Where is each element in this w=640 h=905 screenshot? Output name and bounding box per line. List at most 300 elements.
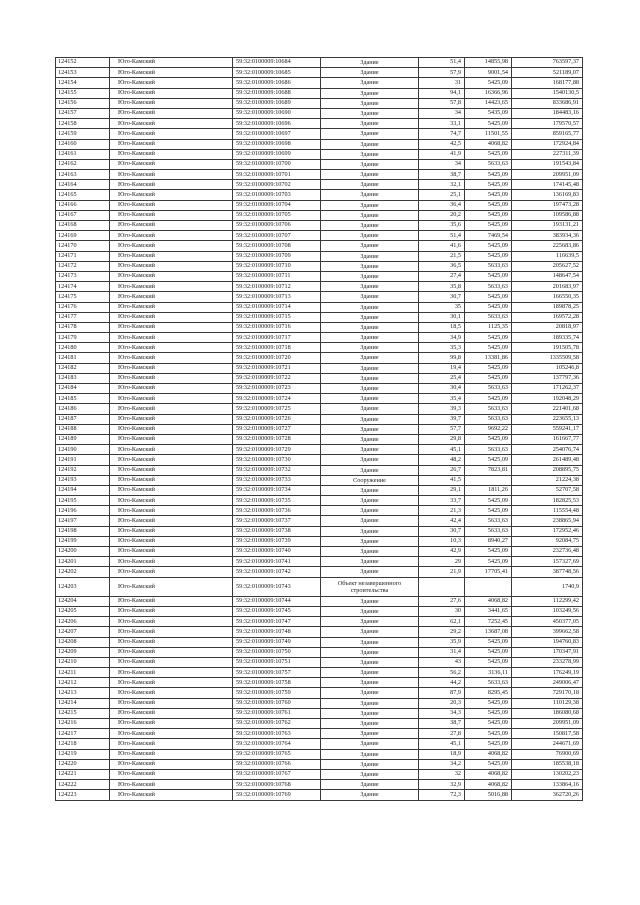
- cadastral-number-cell: 59:32:0100009:10704: [233, 200, 321, 210]
- cadastral-value-cell: 112299,42: [512, 596, 583, 606]
- row-number-cell: 124160: [56, 139, 110, 149]
- specific-value-cell: 9692,22: [465, 424, 512, 434]
- district-cell: Юго-Камский: [110, 108, 233, 118]
- row-number-cell: 124206: [56, 617, 110, 627]
- cadastral-value-cell: 238865,94: [512, 516, 583, 526]
- row-number-cell: 124166: [56, 200, 110, 210]
- row-number-cell: 124168: [56, 221, 110, 231]
- table-row: [56, 394, 583, 404]
- cadastral-number-cell: 59:32:0100009:10766: [233, 759, 321, 769]
- area-cell: 29,1: [419, 485, 465, 495]
- district-cell: Юго-Камский: [110, 617, 233, 627]
- table-row: [56, 668, 583, 678]
- area-cell: 57,8: [419, 98, 465, 108]
- cadastral-value-cell: 109586,88: [512, 210, 583, 220]
- area-cell: 27,6: [419, 596, 465, 606]
- specific-value-cell: 5425,09: [465, 434, 512, 444]
- district-cell: Юго-Камский: [110, 688, 233, 698]
- specific-value-cell: 5633,63: [465, 414, 512, 424]
- row-number-cell: 124222: [56, 780, 110, 790]
- object-type-cell: Здание: [321, 567, 419, 577]
- area-cell: 35,8: [419, 282, 465, 292]
- specific-value-cell: 5425,09: [465, 729, 512, 739]
- table-row: [56, 627, 583, 637]
- specific-value-cell: 13381,86: [465, 353, 512, 363]
- object-type-cell: Здание: [321, 729, 419, 739]
- table-row: [56, 88, 583, 98]
- area-cell: 41,6: [419, 241, 465, 251]
- cadastral-number-cell: 59:32:0100009:10743: [233, 577, 321, 596]
- specific-value-cell: 5633,63: [465, 282, 512, 292]
- table-row: [56, 261, 583, 271]
- area-cell: 34,2: [419, 759, 465, 769]
- area-cell: 94,1: [419, 88, 465, 98]
- area-cell: 34: [419, 159, 465, 169]
- cadastral-value-cell: 205627,52: [512, 261, 583, 271]
- row-number-cell: 124173: [56, 271, 110, 281]
- cadastral-number-cell: 59:32:0100009:10737: [233, 516, 321, 526]
- area-cell: 38,7: [419, 170, 465, 180]
- specific-value-cell: 5633,63: [465, 678, 512, 688]
- object-type-cell: Здание: [321, 637, 419, 647]
- table-row: [56, 647, 583, 657]
- specific-value-cell: 17705,41: [465, 567, 512, 577]
- object-type-cell: Здание: [321, 98, 419, 108]
- specific-value-cell: 5425,09: [465, 647, 512, 657]
- specific-value-cell: 5633,63: [465, 445, 512, 455]
- specific-value-cell: 7252,45: [465, 617, 512, 627]
- object-type-cell: Здание: [321, 221, 419, 231]
- specific-value-cell: 3136,11: [465, 668, 512, 678]
- table-row: [56, 353, 583, 363]
- cadastral-number-cell: 59:32:0100009:10720: [233, 353, 321, 363]
- cadastral-value-cell: 185538,18: [512, 759, 583, 769]
- cadastral-value-cell: 208895,75: [512, 465, 583, 475]
- cadastral-value-cell: 194760,83: [512, 637, 583, 647]
- row-number-cell: 124175: [56, 292, 110, 302]
- object-type-cell: Здание: [321, 373, 419, 383]
- specific-value-cell: 5425,09: [465, 190, 512, 200]
- specific-value-cell: 5016,88: [465, 790, 512, 800]
- cadastral-number-cell: 59:32:0100009:10759: [233, 688, 321, 698]
- object-type-cell: Здание: [321, 159, 419, 169]
- district-cell: Юго-Камский: [110, 657, 233, 667]
- row-number-cell: 124212: [56, 678, 110, 688]
- object-type-cell: Здание: [321, 241, 419, 251]
- area-cell: 30,1: [419, 312, 465, 322]
- district-cell: Юго-Камский: [110, 424, 233, 434]
- cadastral-number-cell: 59:32:0100009:10703: [233, 190, 321, 200]
- specific-value-cell: 5425,09: [465, 557, 512, 567]
- area-cell: 74,7: [419, 129, 465, 139]
- table-row: [56, 98, 583, 108]
- district-cell: Юго-Камский: [110, 536, 233, 546]
- district-cell: Юго-Камский: [110, 506, 233, 516]
- area-cell: 51,4: [419, 231, 465, 241]
- cadastral-value-cell: 233278,99: [512, 657, 583, 667]
- area-cell: 41,5: [419, 475, 465, 485]
- area-cell: 27,8: [419, 729, 465, 739]
- cadastral-value-cell: 209951,09: [512, 170, 583, 180]
- object-type-cell: Здание: [321, 190, 419, 200]
- district-cell: Юго-Камский: [110, 729, 233, 739]
- area-cell: 45,1: [419, 445, 465, 455]
- cadastral-value-cell: 110129,38: [512, 698, 583, 708]
- row-number-cell: 124156: [56, 98, 110, 108]
- cadastral-number-cell: 59:32:0100009:10764: [233, 739, 321, 749]
- row-number-cell: 124217: [56, 729, 110, 739]
- row-number-cell: 124172: [56, 261, 110, 271]
- district-cell: Юго-Камский: [110, 445, 233, 455]
- cadastral-number-cell: 59:32:0100009:10747: [233, 617, 321, 627]
- table-row: [56, 282, 583, 292]
- cadastral-number-cell: 59:32:0100009:10710: [233, 261, 321, 271]
- object-type-cell: Здание: [321, 596, 419, 606]
- specific-value-cell: 5425,09: [465, 343, 512, 353]
- cadastral-number-cell: 59:32:0100009:10708: [233, 241, 321, 251]
- row-number-cell: 124161: [56, 149, 110, 159]
- cadastral-number-cell: 59:32:0100009:10686: [233, 78, 321, 88]
- row-number-cell: 124164: [56, 180, 110, 190]
- district-cell: Юго-Камский: [110, 485, 233, 495]
- district-cell: Юго-Камский: [110, 759, 233, 769]
- area-cell: 25,4: [419, 373, 465, 383]
- cadastral-value-cell: 172924,84: [512, 139, 583, 149]
- row-number-cell: 124210: [56, 657, 110, 667]
- cadastral-value-cell: 20818,97: [512, 322, 583, 332]
- table-row: [56, 596, 583, 606]
- row-number-cell: 124185: [56, 394, 110, 404]
- area-cell: 20,3: [419, 698, 465, 708]
- table-row: [56, 404, 583, 414]
- row-number-cell: 124180: [56, 343, 110, 353]
- cadastral-value-cell: 157327,69: [512, 557, 583, 567]
- specific-value-cell: 5425,09: [465, 302, 512, 312]
- object-type-cell: Здание: [321, 271, 419, 281]
- object-type-cell: Здание: [321, 108, 419, 118]
- area-cell: 35,4: [419, 394, 465, 404]
- cadastral-value-cell: 166550,35: [512, 292, 583, 302]
- area-cell: 35,6: [419, 221, 465, 231]
- cadastral-number-cell: 59:32:0100009:10767: [233, 769, 321, 779]
- row-number-cell: 124178: [56, 322, 110, 332]
- district-cell: Юго-Камский: [110, 180, 233, 190]
- area-cell: 21,5: [419, 251, 465, 261]
- table-row: [56, 108, 583, 118]
- specific-value-cell: 5633,63: [465, 312, 512, 322]
- cadastral-value-cell: 383934,36: [512, 231, 583, 241]
- object-type-cell: Здание: [321, 322, 419, 332]
- table-row: [56, 68, 583, 78]
- district-cell: Юго-Камский: [110, 526, 233, 536]
- district-cell: Юго-Камский: [110, 363, 233, 373]
- table-row: [56, 302, 583, 312]
- table-row: [56, 526, 583, 536]
- area-cell: 39,7: [419, 414, 465, 424]
- object-type-cell: Здание: [321, 312, 419, 322]
- row-number-cell: 124163: [56, 170, 110, 180]
- table-row: [56, 271, 583, 281]
- table-row: [56, 567, 583, 577]
- table-row: [56, 577, 583, 596]
- cadastral-number-cell: 59:32:0100009:10763: [233, 729, 321, 739]
- cadastral-number-cell: 59:32:0100009:10700: [233, 159, 321, 169]
- cadastral-value-cell: 249006,47: [512, 678, 583, 688]
- row-number-cell: 124192: [56, 465, 110, 475]
- district-cell: Юго-Камский: [110, 353, 233, 363]
- area-cell: [419, 577, 465, 596]
- object-type-cell: Здание: [321, 414, 419, 424]
- district-cell: Юго-Камский: [110, 98, 233, 108]
- specific-value-cell: [465, 577, 512, 596]
- area-cell: 42,5: [419, 139, 465, 149]
- object-type-cell: Здание: [321, 333, 419, 343]
- cadastral-value-cell: 137797,36: [512, 373, 583, 383]
- area-cell: 10,3: [419, 536, 465, 546]
- specific-value-cell: 5425,09: [465, 119, 512, 129]
- table-row: [56, 241, 583, 251]
- object-type-cell: Здание: [321, 506, 419, 516]
- specific-value-cell: 5425,09: [465, 739, 512, 749]
- cadastral-number-cell: 59:32:0100009:10727: [233, 424, 321, 434]
- cadastral-value-cell: 254076,74: [512, 445, 583, 455]
- table-row: [56, 251, 583, 261]
- object-type-cell: Здание: [321, 68, 419, 78]
- row-number-cell: 124158: [56, 119, 110, 129]
- table-row: [56, 200, 583, 210]
- object-type-cell: Здание: [321, 180, 419, 190]
- row-number-cell: 124200: [56, 547, 110, 557]
- row-number-cell: 124214: [56, 698, 110, 708]
- area-cell: 45,1: [419, 739, 465, 749]
- area-cell: 62,1: [419, 617, 465, 627]
- specific-value-cell: 5425,09: [465, 719, 512, 729]
- area-cell: 30: [419, 606, 465, 616]
- cadastral-value-cell: 559241,17: [512, 424, 583, 434]
- object-type-cell: Здание: [321, 394, 419, 404]
- row-number-cell: 124155: [56, 88, 110, 98]
- area-cell: 29,8: [419, 434, 465, 444]
- cadastral-value-cell: 130202,23: [512, 769, 583, 779]
- row-number-cell: 124194: [56, 485, 110, 495]
- table-row: [56, 58, 583, 68]
- area-cell: 38,7: [419, 719, 465, 729]
- table-row: [56, 312, 583, 322]
- object-type-cell: Здание: [321, 78, 419, 88]
- cadastral-number-cell: 59:32:0100009:10696: [233, 119, 321, 129]
- specific-value-cell: 5633,63: [465, 516, 512, 526]
- district-cell: Юго-Камский: [110, 384, 233, 394]
- row-number-cell: 124211: [56, 668, 110, 678]
- cadastral-value-cell: 133864,16: [512, 780, 583, 790]
- cadastral-number-cell: 59:32:0100009:10769: [233, 790, 321, 800]
- district-cell: Юго-Камский: [110, 790, 233, 800]
- cadastral-number-cell: 59:32:0100009:10721: [233, 363, 321, 373]
- district-cell: Юго-Камский: [110, 58, 233, 68]
- cadastral-value-cell: 186080,68: [512, 708, 583, 718]
- specific-value-cell: 5425,09: [465, 251, 512, 261]
- table-row: [56, 759, 583, 769]
- row-number-cell: 124179: [56, 333, 110, 343]
- object-type-cell: Здание: [321, 769, 419, 779]
- area-cell: 29: [419, 557, 465, 567]
- cadastral-value-cell: 191543,84: [512, 159, 583, 169]
- specific-value-cell: 5425,09: [465, 241, 512, 251]
- table-row: [56, 292, 583, 302]
- table-row: [56, 384, 583, 394]
- area-cell: 27,4: [419, 271, 465, 281]
- object-type-cell: Здание: [321, 606, 419, 616]
- area-cell: 32,9: [419, 780, 465, 790]
- cadastral-number-cell: 59:32:0100009:10762: [233, 719, 321, 729]
- object-type-cell: Здание: [321, 434, 419, 444]
- district-cell: Юго-Камский: [110, 719, 233, 729]
- district-cell: Юго-Камский: [110, 739, 233, 749]
- area-cell: 18,5: [419, 322, 465, 332]
- row-number-cell: 124177: [56, 312, 110, 322]
- row-number-cell: 124202: [56, 567, 110, 577]
- specific-value-cell: 5425,09: [465, 180, 512, 190]
- object-type-cell: Здание: [321, 231, 419, 241]
- specific-value-cell: 13687,08: [465, 627, 512, 637]
- cadastral-number-cell: 59:32:0100009:10711: [233, 271, 321, 281]
- cadastral-number-cell: 59:32:0100009:10701: [233, 170, 321, 180]
- cadastral-number-cell: 59:32:0100009:10739: [233, 536, 321, 546]
- cadastral-value-cell: 521189,07: [512, 68, 583, 78]
- cadastral-number-cell: 59:32:0100009:10760: [233, 698, 321, 708]
- cadastral-number-cell: 59:32:0100009:10698: [233, 139, 321, 149]
- cadastral-number-cell: 59:32:0100009:10725: [233, 404, 321, 414]
- cadastral-number-cell: 59:32:0100009:10758: [233, 678, 321, 688]
- area-cell: 72,3: [419, 790, 465, 800]
- specific-value-cell: 5425,09: [465, 292, 512, 302]
- object-type-cell: Здание: [321, 739, 419, 749]
- cadastral-value-cell: 1740,9: [512, 577, 583, 596]
- object-type-cell: Здание: [321, 170, 419, 180]
- cadastral-value-cell: 103249,56: [512, 606, 583, 616]
- cadastral-number-cell: 59:32:0100009:10730: [233, 455, 321, 465]
- cadastral-value-table: [55, 57, 583, 801]
- area-cell: 21,9: [419, 567, 465, 577]
- object-type-cell: Здание: [321, 526, 419, 536]
- row-number-cell: 124184: [56, 384, 110, 394]
- district-cell: Юго-Камский: [110, 606, 233, 616]
- cadastral-number-cell: 59:32:0100009:10738: [233, 526, 321, 536]
- cadastral-value-cell: 171262,37: [512, 384, 583, 394]
- row-number-cell: 124162: [56, 159, 110, 169]
- cadastral-value-cell: 261489,48: [512, 455, 583, 465]
- specific-value-cell: 5633,63: [465, 384, 512, 394]
- table-row: [56, 78, 583, 88]
- specific-value-cell: 1125,35: [465, 322, 512, 332]
- cadastral-value-cell: 193131,21: [512, 221, 583, 231]
- district-cell: Юго-Камский: [110, 68, 233, 78]
- row-number-cell: 124204: [56, 596, 110, 606]
- area-cell: 56,2: [419, 668, 465, 678]
- object-type-cell: Здание: [321, 719, 419, 729]
- row-number-cell: 124203: [56, 577, 110, 596]
- cadastral-number-cell: 59:32:0100009:10761: [233, 708, 321, 718]
- object-type-cell: Здание: [321, 496, 419, 506]
- row-number-cell: 124216: [56, 719, 110, 729]
- area-cell: 48,2: [419, 455, 465, 465]
- table-row: [56, 557, 583, 567]
- area-cell: 30,4: [419, 384, 465, 394]
- cadastral-value-cell: 148647,54: [512, 271, 583, 281]
- cadastral-number-cell: 59:32:0100009:10689: [233, 98, 321, 108]
- specific-value-cell: 5435,09: [465, 108, 512, 118]
- cadastral-number-cell: 59:32:0100009:10729: [233, 445, 321, 455]
- cadastral-number-cell: 59:32:0100009:10712: [233, 282, 321, 292]
- cadastral-number-cell: 59:32:0100009:10697: [233, 129, 321, 139]
- specific-value-cell: 5425,09: [465, 149, 512, 159]
- cadastral-number-cell: 59:32:0100009:10705: [233, 210, 321, 220]
- specific-value-cell: 8295,45: [465, 688, 512, 698]
- table-row: [56, 475, 583, 485]
- cadastral-value-cell: 763597,37: [512, 58, 583, 68]
- cadastral-number-cell: 59:32:0100009:10768: [233, 780, 321, 790]
- specific-value-cell: 5425,09: [465, 506, 512, 516]
- district-cell: Юго-Камский: [110, 434, 233, 444]
- cadastral-value-cell: 729170,18: [512, 688, 583, 698]
- cadastral-number-cell: 59:32:0100009:10699: [233, 149, 321, 159]
- area-cell: 41,9: [419, 149, 465, 159]
- cadastral-value-cell: 136169,83: [512, 190, 583, 200]
- object-type-cell: Здание: [321, 210, 419, 220]
- object-type-cell: Здание: [321, 384, 419, 394]
- specific-value-cell: 5425,09: [465, 170, 512, 180]
- object-type-cell: Здание: [321, 759, 419, 769]
- district-cell: Юго-Камский: [110, 577, 233, 596]
- area-cell: 57,7: [419, 424, 465, 434]
- area-cell: 57,9: [419, 68, 465, 78]
- cadastral-value-cell: 197473,28: [512, 200, 583, 210]
- table-row: [56, 210, 583, 220]
- area-cell: 29,2: [419, 627, 465, 637]
- specific-value-cell: 1811,26: [465, 485, 512, 495]
- district-cell: Юго-Камский: [110, 455, 233, 465]
- cadastral-value-cell: 450377,05: [512, 617, 583, 627]
- cadastral-value-cell: 179570,57: [512, 119, 583, 129]
- area-cell: 35: [419, 302, 465, 312]
- table-row: [56, 190, 583, 200]
- table-row: [56, 322, 583, 332]
- cadastral-number-cell: 59:32:0100009:10728: [233, 434, 321, 444]
- district-cell: Юго-Камский: [110, 769, 233, 779]
- cadastral-number-cell: 59:32:0100009:10716: [233, 322, 321, 332]
- table-row: [56, 343, 583, 353]
- cadastral-value-cell: 191505,78: [512, 343, 583, 353]
- table-row: [56, 139, 583, 149]
- table-row: [56, 617, 583, 627]
- cadastral-number-cell: 59:32:0100009:10685: [233, 68, 321, 78]
- specific-value-cell: 5425,09: [465, 373, 512, 383]
- cadastral-number-cell: 59:32:0100009:10734: [233, 485, 321, 495]
- district-cell: Юго-Камский: [110, 567, 233, 577]
- row-number-cell: 124169: [56, 231, 110, 241]
- district-cell: Юго-Камский: [110, 159, 233, 169]
- cadastral-number-cell: 59:32:0100009:10709: [233, 251, 321, 261]
- district-cell: Юго-Камский: [110, 129, 233, 139]
- district-cell: Юго-Камский: [110, 292, 233, 302]
- cadastral-value-cell: 176249,19: [512, 668, 583, 678]
- specific-value-cell: [465, 475, 512, 485]
- cadastral-value-cell: 182825,53: [512, 496, 583, 506]
- specific-value-cell: 5425,09: [465, 759, 512, 769]
- specific-value-cell: 4068,82: [465, 139, 512, 149]
- cadastral-value-cell: 189878,25: [512, 302, 583, 312]
- object-type-cell: Здание: [321, 58, 419, 68]
